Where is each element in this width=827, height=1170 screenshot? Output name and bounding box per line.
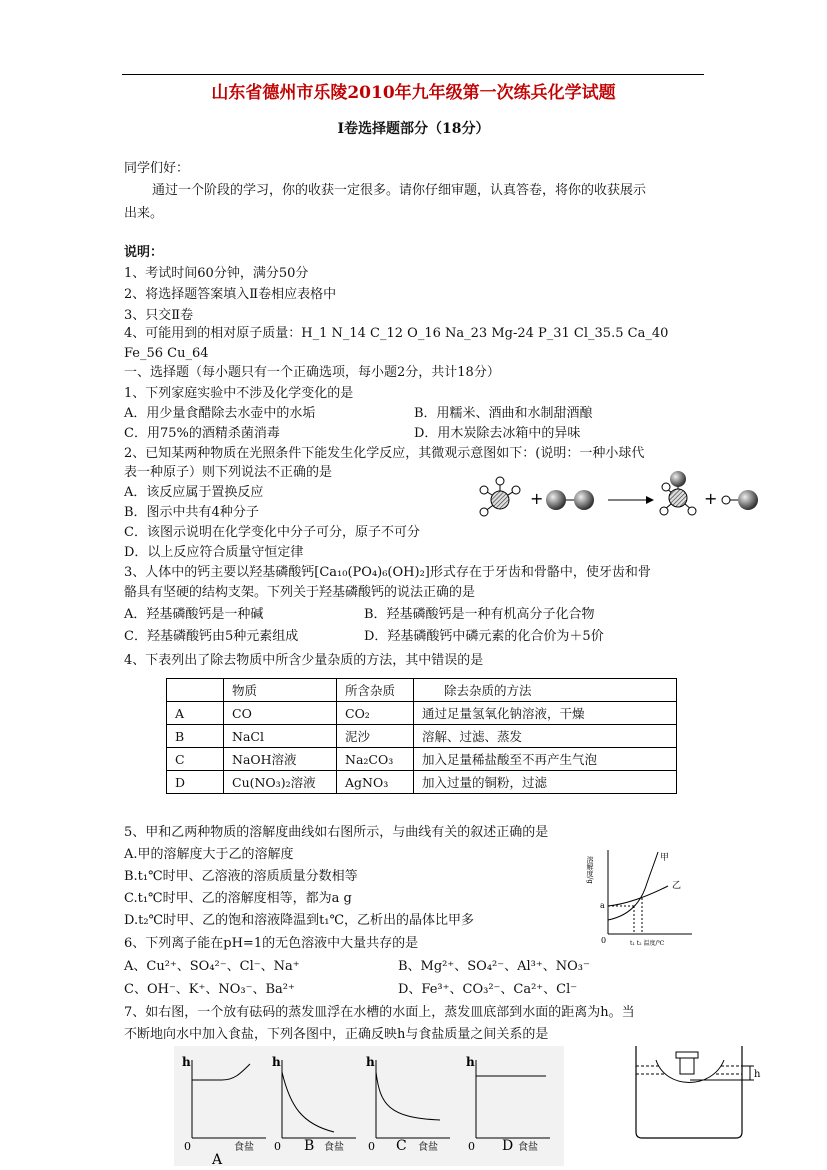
q4-stem: 4、下表列出了除去物质中所含少量杂质的方法，其中错误的是 [124, 653, 484, 668]
table-row [167, 702, 677, 725]
q7-stem-2: 不断地向水中加入食盐，下列各图中，正确反映h与食盐质量之间关系的是 [124, 1027, 549, 1042]
header-rule [122, 74, 704, 75]
label-jia: 甲 [660, 853, 670, 863]
section-heading: 一、选择题（每小题只有一个正确选项，每小题2分，共计18分） [124, 365, 500, 380]
table-cell: CO [224, 702, 337, 725]
table-header-cell: 除去杂质的方法 [414, 679, 677, 702]
curve-yi [608, 886, 668, 906]
table-cell: Cu(NO₃)₂溶液 [224, 771, 337, 794]
graph-letter: B [304, 1138, 315, 1154]
note-3: 3、只交Ⅱ卷 [124, 308, 194, 323]
h-marker: h [754, 1069, 761, 1080]
table-header-cell: 物质 [224, 679, 337, 702]
origin-label: 0 [468, 1140, 475, 1153]
h-label: h [272, 1055, 281, 1069]
q1-stem: 1、下列家庭实验中不涉及化学变化的是 [124, 386, 354, 401]
x-label: 食盐 [518, 1142, 538, 1153]
impurity-table [166, 678, 677, 794]
table-header-cell: 所含杂质 [337, 679, 414, 702]
q3-stem-1: 3、人体中的钙主要以羟基磷酸钙[Ca₁₀(PO₄)₆(OH)₂]形式存在于牙齿和骨骼中，使牙齿和骨 [124, 565, 651, 580]
q2-option-c: C．该图示说明在化学变化中分子可分，原子不可分 [124, 525, 420, 540]
h-label: h [466, 1055, 475, 1069]
table-cell: B [167, 725, 224, 748]
q2-option-d: D．以上反应符合质量守恒定律 [124, 545, 304, 560]
table-header-row [167, 679, 677, 702]
origin-label: 0 [274, 1140, 281, 1153]
label-origin: 0 [601, 936, 607, 945]
table-cell: 加入过量的铜粉，过滤 [414, 771, 677, 794]
q3-option-a: A．羟基磷酸钙是一种碱 [124, 607, 264, 622]
q1-option-b: B．用糯米、酒曲和水制甜酒酿 [414, 406, 593, 421]
note-2: 2、将选择题答案填入Ⅱ卷相应表格中 [124, 287, 337, 302]
table-row [167, 771, 677, 794]
table-cell: 泥沙 [337, 725, 414, 748]
product-molecule [660, 471, 696, 515]
h-label: h [182, 1055, 191, 1069]
x-label: 食盐 [234, 1142, 254, 1153]
notes-heading: 说明： [124, 245, 164, 260]
q6-stem: 6、下列离子能在pH=1的无色溶液中大量共存的是 [124, 936, 419, 951]
x-label: 食盐 [418, 1142, 438, 1153]
q3-option-b: B．羟基磷酸钙是一种有机高分子化合物 [364, 607, 595, 622]
table-row [167, 748, 677, 771]
q1-option-a: A．用少量食醋除去水壶中的水垢 [124, 406, 316, 421]
methane-like-molecule [480, 477, 520, 516]
note-4: 4、可能用到的相对原子质量：H_1 N_14 C_12 O_16 Na_23 Mg-24 P_31 Cl_35.5 Ca_40 [124, 326, 669, 341]
origin-label: 0 [368, 1140, 375, 1153]
table-cell: 通过足量氢氧化钠溶液，干燥 [414, 702, 677, 725]
q2-option-b: B．图示中共有4种分子 [124, 505, 259, 520]
intro-line-2: 出来。 [124, 206, 164, 221]
solubility-graph [588, 846, 698, 950]
intro-line-1: 通过一个阶段的学习，你的收获一定很多。请你仔细审题，认真答卷，将你的收获展示 [152, 183, 647, 198]
q6-option-d: D、Fe³⁺、CO₃²⁻、Ca²⁺、Cl⁻ [398, 982, 578, 997]
table-cell: AgNO₃ [337, 771, 414, 794]
q5-option-a: A.甲的溶解度大于乙的溶解度 [124, 847, 294, 862]
note-1: 1、考试时间60分钟，满分50分 [124, 266, 309, 281]
q5-stem: 5、甲和乙两种物质的溶解度曲线如右图所示，与曲线有关的叙述正确的是 [124, 825, 549, 840]
x-axis-label: t₁ t₂ 温度/℃ [630, 940, 665, 947]
q2-stem-1: 2、已知某两种物质在光照条件下能发生化学反应，其微观示意图如下：(说明：一种小球代 [124, 446, 645, 461]
section-subtitle: Ⅰ卷选择题部分（18分） [337, 121, 490, 137]
table-cell: C [167, 748, 224, 771]
q2-stem-2: 表一种原子）则下列说法不正确的是 [124, 465, 333, 480]
table-cell: A [167, 702, 224, 725]
table-cell: NaOH溶液 [224, 748, 337, 771]
table-cell: NaCl [224, 725, 337, 748]
q1-option-d: D．用木炭除去冰箱中的异味 [414, 426, 581, 441]
table-cell: CO₂ [337, 702, 414, 725]
table-cell: Na₂CO₃ [337, 748, 414, 771]
origin-label: 0 [184, 1140, 191, 1153]
graph-letter: D [502, 1138, 514, 1154]
page-title: 山东省德州市乐陵2010年九年级第一次练兵化学试题 [211, 83, 616, 103]
q2-option-a: A．该反应属于置换反应 [124, 485, 264, 500]
curve-jia [608, 852, 658, 920]
q6-option-c: C、OH⁻、K⁺、NO₃⁻、Ba²⁺ [124, 982, 295, 997]
y-axis-label: 溶解度/g [586, 856, 594, 884]
table-header-cell [167, 679, 224, 702]
q3-option-c: C．羟基磷酸钙由5种元素组成 [124, 629, 299, 644]
q6-option-b: B、Mg²⁺、SO₄²⁻、Al³⁺、NO₃⁻ [398, 959, 590, 974]
q5-option-d: D.t₂℃时甲、乙的饱和溶液降温到t₁℃，乙析出的晶体比甲多 [124, 913, 475, 928]
table-cell: 溶解、过滤、蒸发 [414, 725, 677, 748]
q7-graphs [174, 1046, 564, 1166]
graph-letter: A [212, 1152, 223, 1168]
q7-stem-1: 7、如右图，一个放有砝码的蒸发皿浮在水槽的水面上，蒸发皿底部到水面的距离为h。当 [124, 1005, 635, 1020]
weight [680, 1058, 694, 1074]
q3-stem-2: 骼具有坚硬的结构支架。下列关于羟基磷酸钙的说法正确的是 [124, 585, 476, 600]
q6-option-a: A、Cu²⁺、SO₄²⁻、Cl⁻、Na⁺ [124, 959, 300, 974]
greeting: 同学们好： [124, 161, 190, 176]
table-row [167, 725, 677, 748]
graph-letter: C [396, 1138, 407, 1154]
x-label: 食盐 [324, 1142, 344, 1153]
label-a: a [600, 901, 605, 910]
q1-option-c: C．用75%的酒精杀菌消毒 [124, 426, 280, 441]
water-tank-diagram [632, 1044, 772, 1140]
reaction-diagram [470, 470, 770, 530]
diatomic-molecule [546, 490, 594, 510]
reaction-arrow [608, 496, 654, 504]
q3-option-d: D．羟基磷酸钙中磷元素的化合价为＋5价 [364, 629, 604, 644]
q5-option-b: B.t₁℃时甲、乙溶液的溶质质量分数相等 [124, 869, 358, 884]
note-5: Fe_56 Cu_64 [124, 346, 209, 361]
q5-option-c: C.t₁℃时甲、乙的溶解度相等，都为a g [124, 891, 352, 906]
svg-text:+: + [530, 489, 544, 508]
label-yi: 乙 [672, 881, 682, 891]
svg-text:+: + [704, 489, 718, 508]
table-cell: 加入足量稀盐酸至不再产生气泡 [414, 748, 677, 771]
h-label: h [366, 1055, 375, 1069]
hcl-like-molecule [722, 490, 758, 510]
table-cell: D [167, 771, 224, 794]
